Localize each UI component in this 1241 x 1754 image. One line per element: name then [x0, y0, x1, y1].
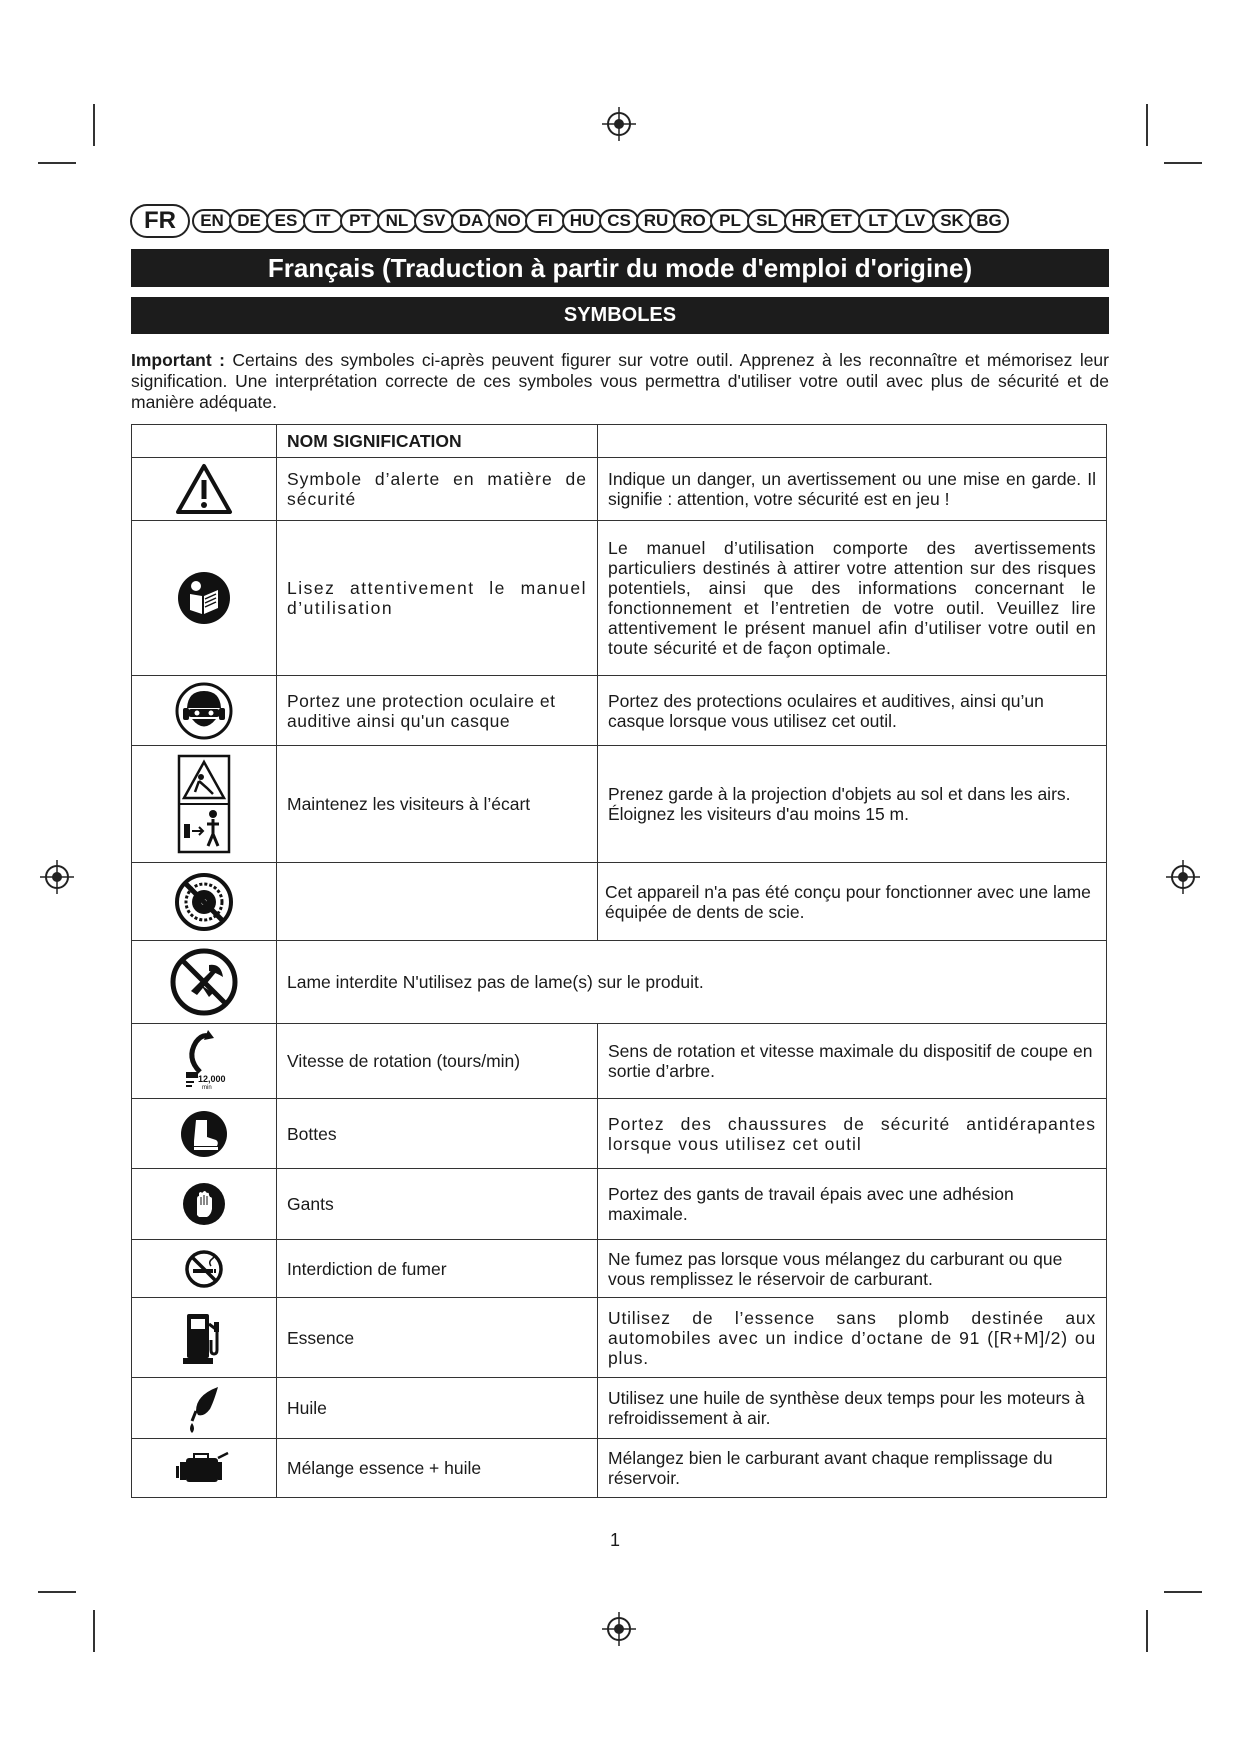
language-tab: IT	[303, 209, 343, 233]
crop-mark	[1164, 1591, 1202, 1593]
language-tab-active: FR	[130, 204, 190, 238]
table-row	[132, 1169, 1107, 1240]
safety-alert-icon	[174, 462, 234, 516]
language-tab: RO	[673, 209, 713, 233]
symbol-name: Lisez attentivement le manuel d’utilisation	[277, 521, 598, 676]
speed-label: 12,000	[198, 1074, 226, 1084]
symbol-description: Sens de rotation et vitesse maximale du dispositif de coupe en sortie d’arbre.	[598, 1024, 1107, 1099]
language-tab: PL	[710, 209, 750, 233]
language-tab: NL	[377, 209, 417, 233]
registration-mark-icon	[1166, 860, 1200, 894]
crop-mark	[38, 1591, 76, 1593]
symbol-description: Prenez garde à la projection d'objets au sol et dans les airs. Éloignez les visiteurs d'au moins 15 m.	[598, 746, 1107, 863]
fuel-pump-icon	[181, 1310, 227, 1366]
svg-text:min: min	[202, 1085, 212, 1091]
symbol-description: Utilisez de l’essence sans plomb destinée aux automobiles avec un indice d’octane de 91 ([R+M]/2) ou plus.	[598, 1298, 1107, 1378]
symbol-name: Mélange essence + huile	[277, 1439, 598, 1498]
language-tab: RU	[636, 209, 676, 233]
symbol-description: Portez des chaussures de sécurité antidérapantes lorsque vous utilisez cet outil	[598, 1099, 1107, 1169]
symbol-description: Ne fumez pas lorsque vous mélangez du carburant ou que vous remplissez le réservoir de carburant.	[598, 1240, 1107, 1298]
language-tab: EN	[192, 209, 232, 233]
table-row	[132, 1240, 1107, 1298]
language-tab: SV	[414, 209, 454, 233]
page-title-text: Français (Traduction à partir du mode d'emploi d'origine)	[267, 252, 973, 283]
symbol-name: Bottes	[277, 1099, 598, 1169]
language-tab: HR	[784, 209, 824, 233]
symbol-description: Mélangez bien le carburant avant chaque remplissage du réservoir.	[598, 1439, 1107, 1498]
table-header-row	[132, 425, 1107, 458]
symbols-table	[131, 424, 1107, 1498]
language-tab: NO	[488, 209, 528, 233]
language-tab: LV	[895, 209, 935, 233]
page-number: 1	[609, 1530, 620, 1550]
language-selector	[130, 203, 1006, 239]
table-row	[132, 1378, 1107, 1439]
table-row	[132, 1298, 1107, 1378]
no-smoking-icon	[184, 1249, 224, 1289]
language-tab: CS	[599, 209, 639, 233]
table-row	[132, 941, 1107, 1024]
language-tab: DA	[451, 209, 491, 233]
symbol-description: Portez des protections oculaires et auditives, ainsi qu’un casque lorsque vous utilisez cet outil.	[598, 676, 1107, 746]
language-tab: SL	[747, 209, 787, 233]
crop-mark	[93, 1610, 95, 1652]
table-header: NOM SIGNIFICATION	[277, 425, 598, 458]
blade-prohibited-icon	[169, 947, 239, 1017]
symbol-name: Interdiction de fumer	[277, 1240, 598, 1298]
table-row	[132, 1024, 1107, 1099]
table-row	[132, 676, 1107, 746]
symbol-name: Gants	[277, 1169, 598, 1240]
intro-lead: Important :	[131, 350, 225, 370]
symbol-name: Lame interdite N'utilisez pas de lame(s) sur le produit.	[277, 941, 1107, 1024]
table-row	[132, 521, 1107, 676]
crop-mark	[93, 104, 95, 146]
registration-mark-icon	[602, 1612, 636, 1646]
language-tab: DE	[229, 209, 269, 233]
boots-icon	[179, 1109, 229, 1159]
language-tab: FI	[525, 209, 565, 233]
crop-mark	[1164, 162, 1202, 164]
symbol-name: Huile	[277, 1378, 598, 1439]
table-row	[132, 746, 1107, 863]
crop-mark	[1146, 1610, 1148, 1652]
symbol-description: Utilisez une huile de synthèse deux temps pour les moteurs à refroidissement à air.	[598, 1378, 1107, 1439]
language-tab: BG	[969, 209, 1009, 233]
page-title	[131, 249, 1109, 287]
intro-paragraph	[131, 350, 1109, 413]
language-tab: HU	[562, 209, 602, 233]
symbol-description: Indique un danger, un avertissement ou une mise en garde. Il signifie : attention, votre sécurité est en jeu !	[598, 458, 1107, 521]
symbol-name: Maintenez les visiteurs à l’écart	[277, 746, 598, 863]
rotation-speed-icon	[174, 1028, 234, 1094]
keep-visitors-away-icon	[177, 754, 231, 854]
table-row	[132, 1439, 1107, 1498]
no-saw-blade-icon	[174, 872, 234, 932]
symbol-name: Essence	[277, 1298, 598, 1378]
gloves-icon	[181, 1181, 227, 1227]
language-tab: PT	[340, 209, 380, 233]
symbol-name: Portez une protection oculaire et auditive ainsi qu'un casque	[277, 676, 598, 746]
crop-mark	[38, 162, 76, 164]
symbol-description: Cet appareil n'a pas été conçu pour fonctionner avec une lame équipée de dents de scie.	[598, 863, 1107, 941]
table-row	[132, 458, 1107, 521]
eye-ear-head-protection-icon	[175, 682, 233, 740]
crop-mark	[1146, 104, 1148, 146]
language-tab: ET	[821, 209, 861, 233]
language-tab: ES	[266, 209, 306, 233]
intro-text: Certains des symboles ci-après peuvent figurer sur votre outil. Apprenez à les reconnaître et mémorisez leur signification. Une interprétation correcte de ces symboles vous permettra d'utiliser votre outil avec plus de sécurité et de manière adéquate.	[131, 350, 1109, 412]
section-title	[131, 297, 1109, 334]
oil-drop-icon	[184, 1381, 224, 1435]
table-row	[132, 863, 1107, 941]
section-title-text: SYMBOLES	[563, 304, 677, 326]
language-tab: SK	[932, 209, 972, 233]
language-tab: LT	[858, 209, 898, 233]
read-manual-icon	[176, 570, 232, 626]
symbol-description: Le manuel d’utilisation comporte des avertissements particuliers destinés à attirer votre attention sur des risques potentiels, ainsi que des informations concernant le fonctionnement et l’entretien de votre outil. Veuillez lire attentivement le présent manuel afin d’utiliser votre outil en toute sécurité et de façon optimale.	[598, 521, 1107, 676]
registration-mark-icon	[40, 860, 74, 894]
symbol-name: Symbole d’alerte en matière de sécurité	[277, 458, 598, 521]
symbol-name: Vitesse de rotation (tours/min)	[277, 1024, 598, 1099]
symbol-description: Portez des gants de travail épais avec une adhésion maximale.	[598, 1169, 1107, 1240]
table-row	[132, 1099, 1107, 1169]
fuel-oil-mix-icon	[176, 1450, 232, 1486]
registration-mark-icon	[602, 107, 636, 141]
symbol-name	[277, 863, 598, 941]
